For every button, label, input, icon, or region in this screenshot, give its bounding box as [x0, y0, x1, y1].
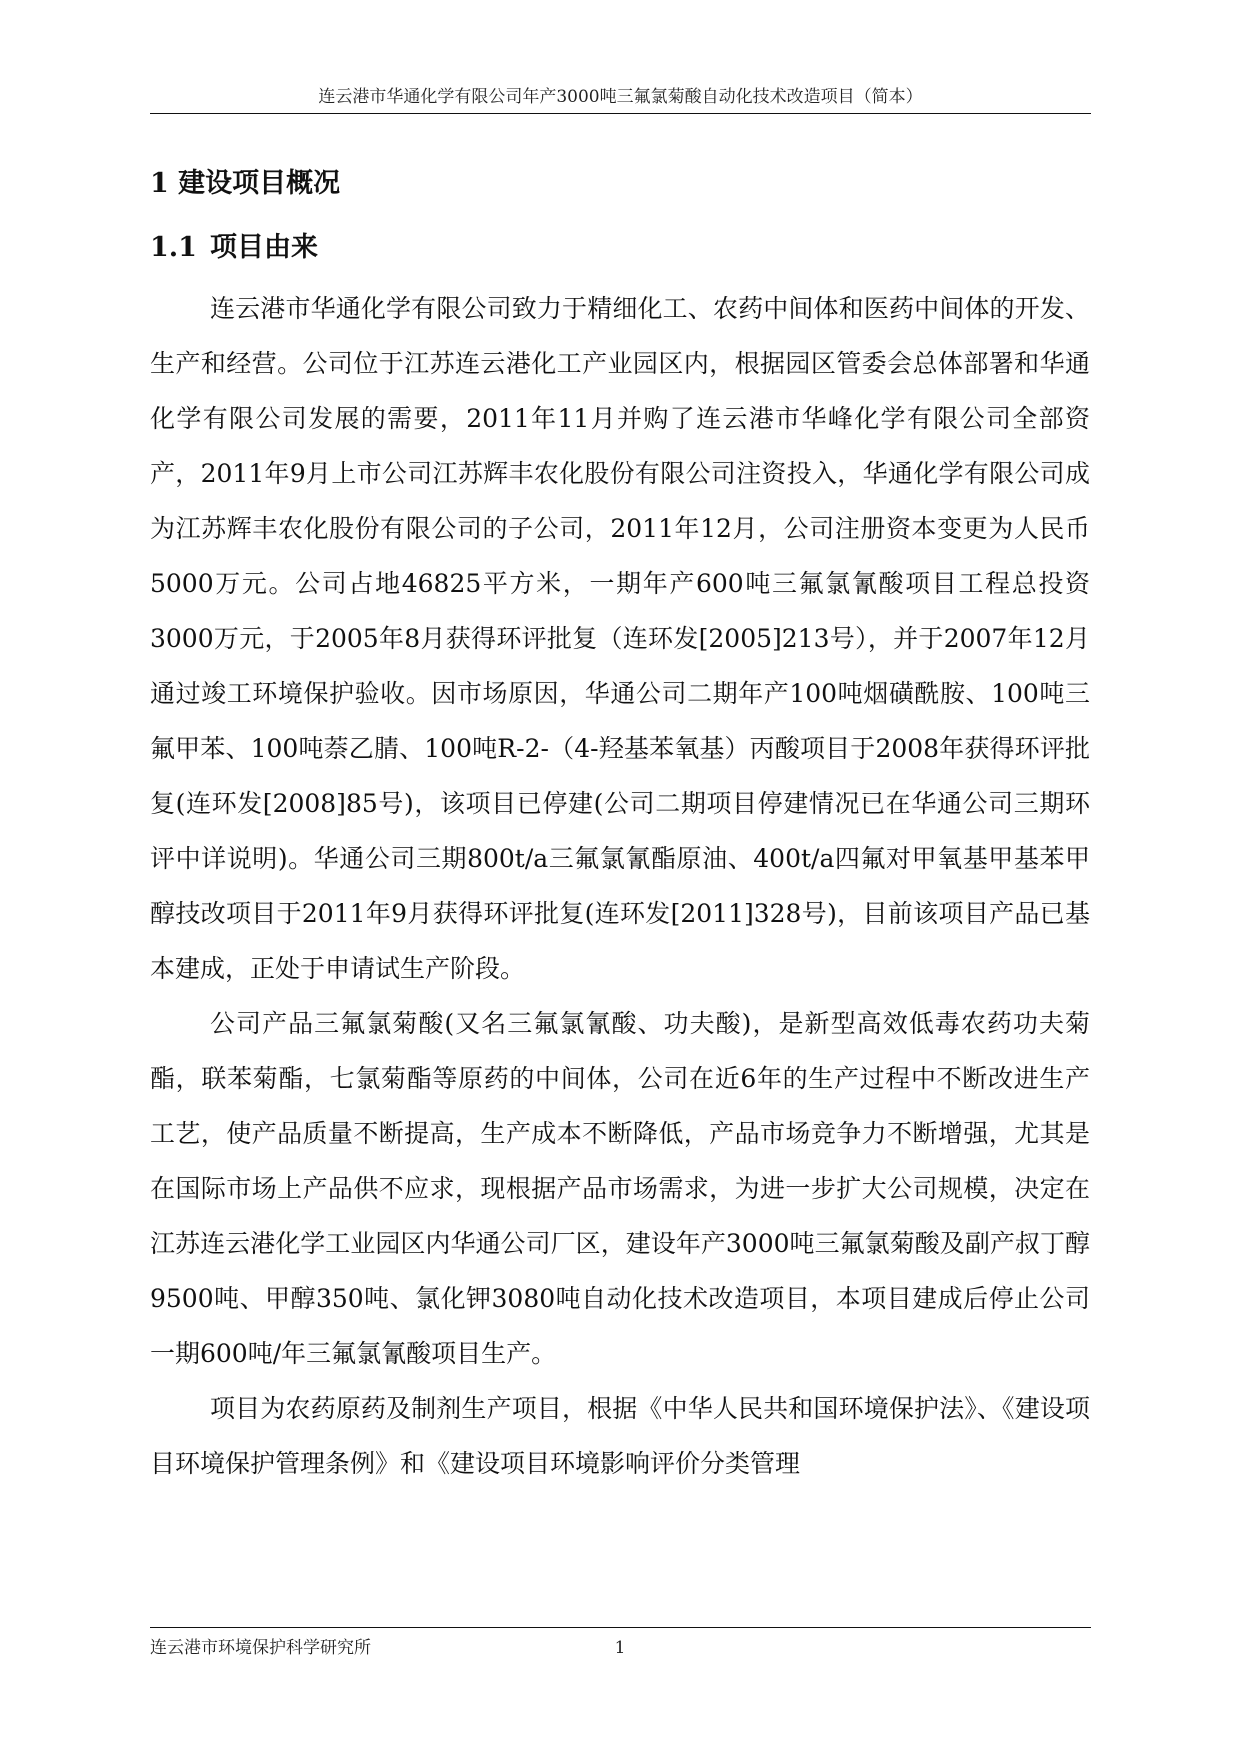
page-header-title: 连云港市华通化学有限公司年产3000吨三氟氯菊酸自动化技术改造项目（简本）	[318, 87, 923, 107]
subsection-title: 项目由来	[210, 232, 318, 263]
paragraph: 公司产品三氟氯菊酸(又名三氟氯氰酸、功夫酸)，是新型高效低毒农药功夫菊酯，联苯菊酯，七氯菊酯等原药的中间体，公司在近6年的生产过程中不断改进生产工艺，使产品质量不断提高，生产成本不断降低，产品市场竞争力不断增强，尤其是在国际市场上产品供不应求，现根据产品市场需求，为进一步扩大公司规模，决定在江苏连云港化学工业园区内华通公司厂区，建设年产3000吨三氟氯菊酸及副产叔丁醇9500吨、甲醇350吨、氯化钾3080吨自动化技术改造项目，本项目建成后停止公司一期600吨/年三氟氯氰酸项目生产。	[150, 1009, 1090, 1368]
section-heading: 1 建设项目概况	[150, 168, 341, 199]
subsection-heading	[150, 228, 318, 268]
page-number: 1	[614, 1638, 626, 1658]
footer-divider	[150, 1627, 1091, 1628]
footer-organization: 连云港市环境保护科学研究所	[150, 1638, 371, 1658]
subsection-number: 1.1	[150, 232, 197, 263]
paragraph: 项目为农药原药及制剂生产项目，根据《中华人民共和国环境保护法》、《建设项目环境保护管理条例》和《建设项目环境影响评价分类管理	[150, 1394, 1090, 1478]
body-text	[150, 281, 1090, 1491]
header-divider	[150, 113, 1091, 114]
paragraph: 连云港市华通化学有限公司致力于精细化工、农药中间体和医药中间体的开发、生产和经营。公司位于江苏连云港化工产业园区内，根据园区管委会总体部署和华通化学有限公司发展的需要，2011年11月并购了连云港市华峰化学有限公司全部资产，2011年9月上市公司江苏辉丰农化股份有限公司注资投入，华通化学有限公司成为江苏辉丰农化股份有限公司的子公司，2011年12月，公司注册资本变更为人民币5000万元。公司占地46825平方米，一期年产600吨三氟氯氰酸项目工程总投资3000万元，于2005年8月获得环评批复（连环发[2005]213号），并于2007年12月通过竣工环境保护验收。因市场原因，华通公司二期年产100吨烟磺酰胺、100吨三氟甲苯、100吨萘乙腈、100吨R-2-（4-羟基苯氧基）丙酸项目于2008年获得环评批复(连环发[2008]85号)，该项目已停建(公司二期项目停建情况已在华通公司三期环评中详说明)。华通公司三期800t/a三氟氯氰酯原油、400t/a四氟对甲氧基甲基苯甲醇技改项目于2011年9月获得环评批复(连环发[2011]328号)，目前该项目产品已基本建成，正处于申请试生产阶段。	[150, 294, 1090, 983]
